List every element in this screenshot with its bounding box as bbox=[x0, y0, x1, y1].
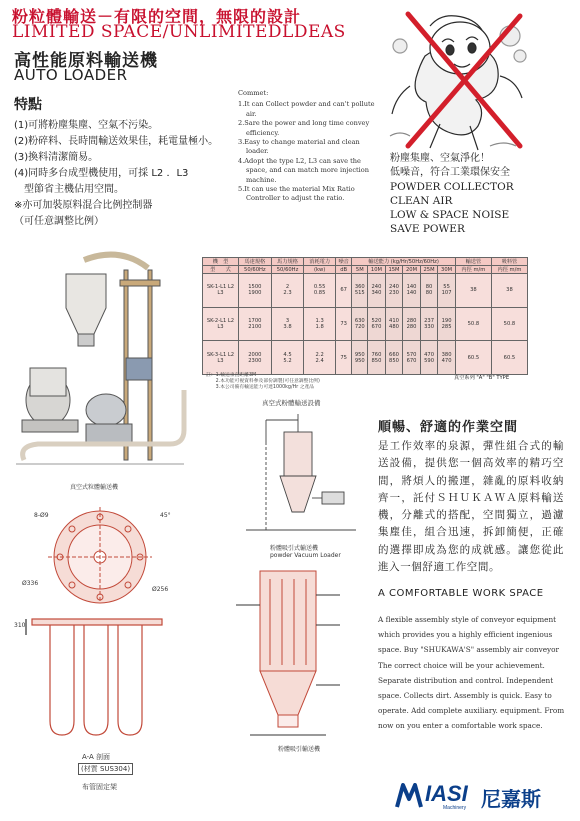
brand-logo-text: IASI bbox=[425, 781, 468, 806]
spec-value: 2.3 bbox=[283, 290, 292, 297]
fixed-caption: 布管固定架 bbox=[82, 783, 117, 791]
spec-value: 515 bbox=[354, 290, 365, 297]
th-sub-pipe: 内徑 m/m bbox=[455, 266, 491, 274]
spec-value: 850 bbox=[371, 357, 382, 364]
spec-value: 2.2 bbox=[315, 351, 324, 358]
comment-item: 2.Sare the power and long time convey efficiency. bbox=[238, 119, 370, 137]
work-space-body-zh: 是工作效率的泉源，彈性組合式的輸送設備，提供您一個高效率的精巧空間，將煩人的搬運，雜亂的原料收納齊一，託付ＳＨＵＫＡＷＡ原料輸送機，分離式的搭配，空間獨立，過濾集塵佳，組合迅速，拆卸簡便，正確的選擇即成為您的成就感。讓您從此進入一個舒適工作空間。 bbox=[378, 440, 564, 574]
spec-value: 5.2 bbox=[283, 357, 292, 364]
comment-block bbox=[238, 89, 380, 204]
th-sub-motor: 50/60Hz bbox=[239, 266, 272, 274]
spec-cell bbox=[403, 341, 421, 375]
product-title-en: AUTO LOADER bbox=[14, 66, 128, 84]
spec-value: 55 bbox=[443, 284, 450, 291]
table-note: 註：1.輸送垂直距離3M bbox=[206, 373, 257, 378]
spec-value: 380 bbox=[441, 351, 452, 358]
spec-cell: 50.8 bbox=[491, 307, 527, 341]
spec-value: 660 bbox=[389, 351, 399, 358]
spec-row bbox=[203, 341, 528, 375]
machine-caption: 真空式粒體輸送機 bbox=[70, 484, 119, 491]
spec-value: 850 bbox=[389, 357, 399, 364]
spec-value: 240 bbox=[371, 284, 382, 291]
slogan-en-3: LOW & SPACE NOISE bbox=[390, 209, 510, 221]
spec-cell bbox=[239, 341, 272, 375]
section-caption: A-A 剖面 bbox=[82, 753, 111, 761]
spec-value: 107 bbox=[441, 290, 452, 297]
feature-item: (1)可將粉塵集塵、空氣不污染。 bbox=[14, 120, 159, 131]
spec-cell bbox=[271, 274, 304, 308]
th-model: 型 式 bbox=[203, 266, 239, 274]
th-noise: 噪音 bbox=[335, 258, 351, 266]
spec-value: 670 bbox=[406, 357, 417, 364]
spec-value: 3.8 bbox=[283, 323, 292, 330]
dim-label: 45° bbox=[160, 512, 171, 519]
spec-value: 1.8 bbox=[315, 323, 324, 330]
table-note: 3.本公司備有輸送能力可達1000kg/Hr 之產品 bbox=[206, 385, 315, 390]
th-pipe: 輸送管 bbox=[455, 258, 491, 266]
th-dist: 5M bbox=[352, 266, 368, 274]
vessel-caption: 粉體吸引輸送機 bbox=[278, 746, 321, 753]
spec-value: 470 bbox=[424, 351, 434, 358]
spec-cell bbox=[271, 307, 304, 341]
spec-value: 950 bbox=[354, 357, 365, 364]
spec-cell: 60.5 bbox=[491, 341, 527, 375]
spec-value: 2100 bbox=[248, 323, 262, 330]
loader-caption-zh: 粉體吸引式輸送機 bbox=[270, 545, 319, 552]
dim-label: 310 bbox=[14, 622, 26, 629]
table-notes bbox=[206, 373, 406, 391]
slogan-zh-1: 粉塵集塵、空氣淨化！ bbox=[390, 153, 490, 164]
spec-value: 1500 bbox=[248, 284, 262, 291]
comment-heading: Commet: bbox=[238, 89, 269, 97]
spec-cell: 67 bbox=[335, 274, 351, 308]
brand-logo bbox=[395, 781, 565, 811]
features-heading: 特點 bbox=[14, 97, 42, 113]
spec-value: 2 bbox=[285, 284, 290, 291]
feature-item: (3)換料清潔簡易。 bbox=[14, 152, 99, 163]
spec-value: 360 bbox=[354, 284, 365, 291]
dim-label: 8-Ø9 bbox=[34, 512, 49, 519]
spec-value: 950 bbox=[354, 351, 365, 358]
slogan-zh-2: 低噪音，符合工業環保安全 bbox=[390, 167, 510, 178]
spec-value: 340 bbox=[371, 290, 382, 297]
th-sub-hp: 50/60Hz bbox=[271, 266, 304, 274]
spec-value: 280 bbox=[406, 317, 417, 324]
comment-item: 4.Adopt the type L2, L3 can save the space, and can match more injection machine. bbox=[238, 156, 369, 184]
spec-cell bbox=[239, 274, 272, 308]
spec-value: 570 bbox=[406, 351, 417, 358]
spec-cell: 73 bbox=[335, 307, 351, 341]
series-label: 真空系列 "A" "B" TYPE bbox=[454, 375, 510, 381]
spec-cell: 50.8 bbox=[455, 307, 491, 341]
spec-value: 330 bbox=[424, 323, 434, 330]
spec-value: 140 bbox=[406, 290, 417, 297]
comment-item: 5.It can use the material Mix Ratio Controller to adjust the ratio. bbox=[238, 185, 355, 203]
spec-value: 1900 bbox=[248, 290, 262, 297]
spec-value: 3 bbox=[285, 317, 290, 324]
th-dist: 20M bbox=[403, 266, 421, 274]
brand-logo-zh: 尼嘉斯 bbox=[481, 787, 541, 811]
th-power: 消耗電力 bbox=[304, 258, 336, 266]
dust-cartoon-illustration bbox=[370, 6, 545, 156]
spec-cell bbox=[239, 307, 272, 341]
spec-cell bbox=[271, 341, 304, 375]
spec-value: 470 bbox=[441, 357, 452, 364]
spec-cell bbox=[368, 307, 386, 341]
spec-value: 2.4 bbox=[315, 357, 324, 364]
th-type: 機 型 bbox=[203, 258, 239, 266]
feature-item: ※亦可加裝原料混合比例控制器 bbox=[14, 200, 153, 211]
slogan-en-2: CLEAN AIR bbox=[390, 195, 453, 207]
spec-cell: SK-3-L1 L2 L3 bbox=[203, 341, 239, 375]
spec-value: 720 bbox=[354, 323, 365, 330]
th-sub-noise: dB bbox=[335, 266, 351, 274]
slogan-block bbox=[390, 152, 514, 236]
spec-cell bbox=[385, 274, 403, 308]
comment-item: 1.It can Collect powder and can't pollute air. bbox=[238, 100, 375, 118]
spec-cell bbox=[352, 274, 368, 308]
spec-cell: 60.5 bbox=[455, 341, 491, 375]
spec-cell bbox=[368, 341, 386, 375]
filter-tubes-section-drawing bbox=[22, 615, 172, 745]
spec-cell bbox=[304, 307, 336, 341]
feature-item: (2)粉碎料、長時間輸送效果佳，耗電量極小。 bbox=[14, 136, 219, 147]
spec-cell bbox=[368, 274, 386, 308]
spec-value: 520 bbox=[371, 317, 382, 324]
th-suction: 吸料管 bbox=[491, 258, 527, 266]
brand-logo-sub: Machinery bbox=[443, 805, 467, 811]
feature-item: (4)同時多台成型機使用，可採 L2 ．L3 bbox=[14, 168, 189, 179]
spec-cell bbox=[403, 274, 421, 308]
spec-row bbox=[203, 307, 528, 341]
dim-label: Ø256 bbox=[152, 586, 169, 593]
brand-logo-mark-icon bbox=[395, 783, 423, 809]
th-hp: 馬力規格 bbox=[271, 258, 304, 266]
work-space-heading-zh: 順暢、舒適的作業空間 bbox=[378, 420, 519, 435]
feature-item: （可任意調整比例） bbox=[14, 216, 104, 227]
spec-cell: 38 bbox=[491, 274, 527, 308]
spec-cell bbox=[352, 341, 368, 375]
spec-cell bbox=[438, 274, 456, 308]
th-motor: 馬達規格 bbox=[239, 258, 272, 266]
table-caption: 真空式粉體輸送設備 bbox=[262, 399, 321, 407]
spec-value: 4.5 bbox=[283, 351, 292, 358]
spec-value: 590 bbox=[424, 357, 434, 364]
product-title-zh: 高性能原料輸送機 bbox=[14, 51, 158, 71]
auto-loader-machine-illustration bbox=[8, 250, 196, 478]
spec-value: 280 bbox=[406, 323, 417, 330]
spec-value: 1.3 bbox=[315, 317, 324, 324]
spec-cell: SK-1-L1 L2 L3 bbox=[203, 274, 239, 308]
th-sub-suction: 内徑 m/m bbox=[491, 266, 527, 274]
spec-value: 230 bbox=[389, 290, 399, 297]
dim-label: Ø336 bbox=[22, 580, 39, 587]
spec-value: 410 bbox=[389, 317, 399, 324]
th-dist: 10M bbox=[368, 266, 386, 274]
slogan-en-1: POWDER COLLECTOR bbox=[390, 181, 514, 193]
spec-value: 670 bbox=[371, 323, 382, 330]
spec-value: 80 bbox=[425, 290, 433, 297]
th-dist: 15M bbox=[385, 266, 403, 274]
loader-caption-en: powder Vacuum Loader bbox=[270, 552, 341, 559]
spec-cell bbox=[304, 341, 336, 375]
spec-value: 190 bbox=[441, 317, 452, 324]
spec-value: 140 bbox=[406, 284, 417, 291]
spec-table bbox=[202, 257, 528, 375]
spec-value: 760 bbox=[371, 351, 382, 358]
work-space-heading-en: A COMFORTABLE WORK SPACE bbox=[378, 588, 544, 599]
comment-item: 3.Easy to change material and clean loader. bbox=[238, 138, 360, 156]
th-dist: 25M bbox=[420, 266, 438, 274]
spec-cell bbox=[385, 341, 403, 375]
header-title-zh: 粉粒體輸送－有限的空間，無限的設計 bbox=[12, 7, 302, 26]
spec-cell bbox=[420, 341, 438, 375]
spec-cell bbox=[438, 341, 456, 375]
spec-cell: 38 bbox=[455, 274, 491, 308]
spec-value: 480 bbox=[389, 323, 399, 330]
spec-cell bbox=[420, 307, 438, 341]
spec-cell bbox=[385, 307, 403, 341]
work-space-body-en: A flexible assembly style of conveyor equipment which provides you a highly efficient ingenious space. Buy "SHUKAWA'S" assembly air conveyor The correct choice will be your achievement. Separate distribution and control. Independent space. Collects dirt. Assembly is quick. Easy to operate. Add complete auxiliary. equipment. From now on you enter a comfortable work space. bbox=[378, 615, 565, 731]
th-sub-power: (kw) bbox=[304, 266, 336, 274]
spec-row bbox=[203, 274, 528, 308]
spec-cell bbox=[438, 307, 456, 341]
header-title-en: LIMITED SPACE/UNLIMITEDLDEAS bbox=[12, 22, 346, 42]
spec-value: 285 bbox=[441, 323, 452, 330]
spec-cell bbox=[304, 274, 336, 308]
spec-cell: 75 bbox=[335, 341, 351, 375]
spec-value: 0.55 bbox=[313, 284, 326, 291]
vacuum-loader-schematic bbox=[236, 412, 366, 540]
th-capacity: 輸送能力 (kg/Hr/50Hz/60Hz) bbox=[352, 258, 455, 266]
spec-value: 240 bbox=[389, 284, 399, 291]
spec-value: 630 bbox=[354, 317, 365, 324]
spec-value: 80 bbox=[425, 284, 433, 291]
spec-cell bbox=[352, 307, 368, 341]
spec-cell: SK-2-L1 L2 L3 bbox=[203, 307, 239, 341]
spec-cell bbox=[403, 307, 421, 341]
spec-value: 1700 bbox=[248, 317, 262, 324]
spec-value: 2300 bbox=[248, 357, 262, 364]
slogan-en-4: SAVE POWER bbox=[390, 223, 465, 235]
th-dist: 30M bbox=[438, 266, 456, 274]
feature-item: 型節省主機佔用空間。 bbox=[14, 184, 124, 195]
spec-value: 2000 bbox=[248, 351, 262, 358]
material-caption: (材質 SUS304) bbox=[78, 763, 133, 775]
spec-value: 0.85 bbox=[313, 290, 326, 297]
spec-value: 237 bbox=[424, 317, 434, 324]
table-note: 2.本功能可視資料參及部份調製(可任意調整比例) bbox=[206, 379, 320, 384]
spec-cell bbox=[420, 274, 438, 308]
features-list bbox=[14, 118, 234, 230]
vessel-cross-section-drawing bbox=[220, 565, 370, 745]
